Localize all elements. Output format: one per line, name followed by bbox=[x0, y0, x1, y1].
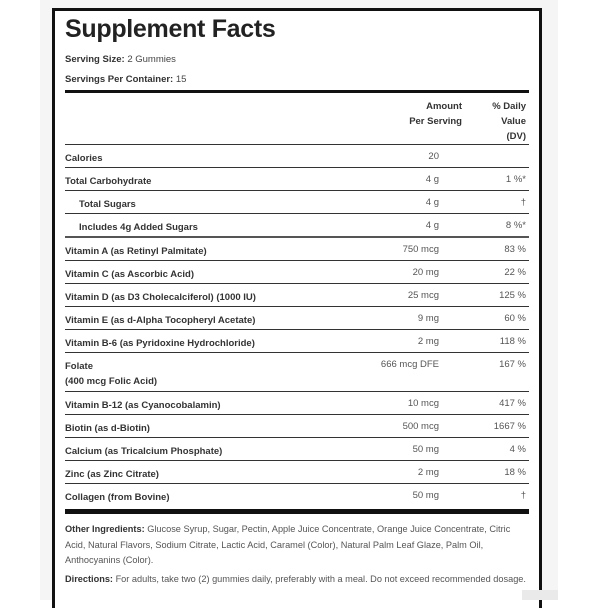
nutrient-dv: 8 %* bbox=[505, 220, 526, 231]
nutrient-dv: 118 % bbox=[499, 336, 526, 347]
nutrient-amount: 50 mg bbox=[412, 490, 439, 501]
nutrient-dv: 167 % bbox=[499, 359, 526, 370]
nutrient-amount: 500 mcg bbox=[402, 421, 439, 432]
table-row bbox=[65, 213, 529, 236]
header-daily-value bbox=[492, 99, 526, 144]
nutrient-amount: 20 bbox=[428, 151, 439, 162]
table-row bbox=[65, 306, 529, 329]
nutrient-name: Biotin (as d-Biotin) bbox=[65, 423, 150, 434]
nutrient-name-line1: Folate bbox=[65, 361, 93, 372]
nutrient-amount: 9 mg bbox=[417, 313, 439, 324]
header-dv-line3: (DV) bbox=[506, 131, 526, 142]
table-row bbox=[65, 260, 529, 283]
nutrient-name: Total Sugars bbox=[79, 199, 136, 210]
serving-size-label: Serving Size: bbox=[65, 54, 125, 65]
nutrient-amount: 10 mcg bbox=[407, 398, 439, 409]
nutrient-dv: 417 % bbox=[499, 398, 526, 409]
nutrient-dv: 18 % bbox=[504, 467, 526, 478]
table-row bbox=[65, 437, 529, 460]
table-row bbox=[65, 352, 529, 391]
nutrient-amount: 25 mcg bbox=[407, 290, 439, 301]
directions-label: Directions: bbox=[65, 574, 113, 584]
directions-text: For adults, take two (2) gummies daily, preferably with a meal. Do not exceed recommended dosage. bbox=[115, 574, 526, 584]
servings-per-container bbox=[65, 74, 186, 85]
nutrient-name: Calcium (as Tricalcium Phosphate) bbox=[65, 446, 223, 457]
nutrient-dv: † bbox=[520, 197, 526, 208]
nutrient-amount: 50 mg bbox=[412, 444, 439, 455]
nutrient-dv: 125 % bbox=[499, 290, 526, 301]
servings-per-container-label: Servings Per Container: bbox=[65, 74, 174, 85]
nutrient-name: Vitamin A (as Retinyl Palmitate) bbox=[65, 246, 207, 257]
divider-thick-bottom bbox=[65, 509, 529, 514]
header-amount-line2: Per Serving bbox=[409, 116, 462, 127]
nutrient-amount: 20 mg bbox=[412, 267, 439, 278]
header-amount-line1: Amount bbox=[426, 101, 462, 112]
other-ingredients bbox=[65, 522, 529, 569]
nutrient-amount: 4 g bbox=[425, 197, 439, 208]
nutrient-dv: 22 % bbox=[504, 267, 526, 278]
header-dv-line2: Value bbox=[501, 116, 526, 127]
table-row bbox=[65, 283, 529, 306]
nutrient-dv: 83 % bbox=[504, 244, 526, 255]
table-row bbox=[65, 236, 529, 260]
nutrient-name: Vitamin B-12 (as Cyanocobalamin) bbox=[65, 400, 221, 411]
nutrient-dv: 1 %* bbox=[505, 174, 526, 185]
nutrient-amount: 2 mg bbox=[417, 467, 439, 478]
nutrient-name: Vitamin D (as D3 Cholecalciferol) (1000 IU) bbox=[65, 292, 256, 303]
serving-size bbox=[65, 54, 176, 65]
nutrient-dv: 60 % bbox=[504, 313, 526, 324]
divider-thick-top bbox=[65, 90, 529, 93]
nutrient-name: Total Carbohydrate bbox=[65, 176, 152, 187]
nutrient-amount: 4 g bbox=[425, 174, 439, 185]
nutrient-name: Zinc (as Zinc Citrate) bbox=[65, 469, 159, 480]
servings-per-container-value: 15 bbox=[175, 74, 187, 85]
nutrient-dv: † bbox=[520, 490, 526, 501]
nutrient-name: Vitamin B-6 (as Pyridoxine Hydrochloride) bbox=[65, 338, 255, 349]
scrollbar-thumb[interactable] bbox=[522, 590, 558, 600]
table-row bbox=[65, 190, 529, 213]
nutrient-dv: 1667 % bbox=[493, 421, 526, 432]
nutrient-name-line2: (400 mcg Folic Acid) bbox=[65, 376, 158, 387]
table-row bbox=[65, 483, 529, 506]
table-row bbox=[65, 167, 529, 190]
other-ingredients-label: Other Ingredients: bbox=[65, 524, 145, 534]
nutrient-amount: 4 g bbox=[425, 220, 439, 231]
nutrient-amount: 2 mg bbox=[417, 336, 439, 347]
other-ingredients-text: Glucose Syrup, Sugar, Pectin, Apple Juice Concentrate, Orange Juice Concentrate, Citric Acid, Natural Flavors, Sodium Citrate, Lactic Acid, Caramel (Color), Natural Palm Leaf Glaze, Palm Oil, Anthocyanins (Color). bbox=[65, 524, 511, 565]
serving-size-value: 2 Gummies bbox=[127, 54, 176, 65]
nutrient-dv: 4 % bbox=[509, 444, 526, 455]
table-row bbox=[65, 144, 529, 167]
directions bbox=[65, 572, 529, 588]
nutrient-name: Includes 4g Added Sugars bbox=[79, 222, 198, 233]
supplement-facts-label bbox=[52, 8, 542, 608]
nutrient-table bbox=[65, 144, 529, 506]
nutrient-name: Collagen (from Bovine) bbox=[65, 492, 170, 503]
header-amount-per-serving bbox=[409, 99, 462, 129]
table-row bbox=[65, 329, 529, 352]
label-title: Supplement Facts bbox=[65, 15, 276, 43]
nutrient-name: Calories bbox=[65, 153, 103, 164]
nutrient-name: Vitamin E (as d-Alpha Tocopheryl Acetate) bbox=[65, 315, 256, 326]
nutrient-amount: 750 mcg bbox=[402, 244, 439, 255]
header-dv-line1: % Daily bbox=[492, 101, 526, 112]
nutrient-name bbox=[65, 359, 157, 389]
nutrient-amount: 666 mcg DFE bbox=[380, 359, 439, 370]
table-row bbox=[65, 414, 529, 437]
table-row bbox=[65, 460, 529, 483]
nutrient-name: Vitamin C (as Ascorbic Acid) bbox=[65, 269, 194, 280]
table-row bbox=[65, 391, 529, 414]
